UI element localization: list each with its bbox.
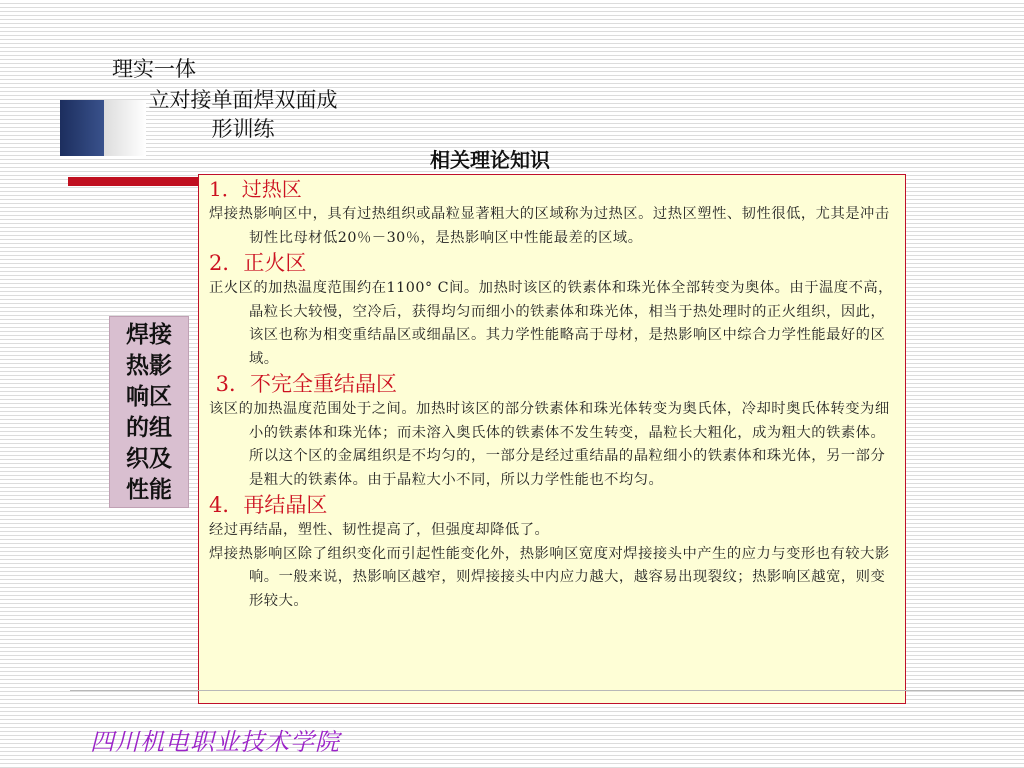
side-topic-text: 焊接热影响区的组织及性能 [126,321,172,503]
slide-subtitle: 相关理论知识 [430,148,550,172]
section-heading: 1．过热区 [209,177,302,201]
section-heading: 3．不完全重结晶区 [209,372,398,396]
section-paragraph: 焊接热影响区中，具有过热组织或晶粒显著粗大的区域称为过热区。过热区塑性、韧性很低，尤其是冲击韧性比母材低20％－30％，是热影响区中性能最差的区域。 [209,206,890,246]
section-recrystallization [209,492,895,613]
footer-divider [70,690,1024,691]
section-normalizing [209,250,895,371]
section-paragraph: 焊接热影响区除了组织变化而引起性能变化外，热影响区宽度对焊接接头中产生的应力与变形也有较大影响。一般来说，热影响区越窄，则焊接接头中内应力越大，越容易出现裂纹；热影响区越宽，则变形较大。 [209,545,890,609]
content-box [198,174,906,704]
section-paragraph: 正火区的加热温度范围约在1100° C间。加热时该区的铁素体和珠光体全部转变为奥体。由于温度不高，晶粒长大较慢，空冷后，获得均匀而细小的铁素体和珠光体，相当于热处理时的正火组织，因此，该区也称为相变重结晶区或细晶区。其力学性能略高于母材，是热影响区中综合力学性能最好的区域。 [209,280,893,367]
slide-title-line1: 理实一体 [112,57,196,81]
slide-title-line2: 立对接单面焊双面成形训练 [148,88,338,141]
section-heading: 2．正火区 [209,251,307,275]
decor-navy-block [60,100,108,156]
section-overheat [209,176,895,250]
decor-gradient-block [104,100,146,156]
decor-red-bar [68,177,198,186]
footer-institution: 四川机电职业技术学院 [90,728,340,756]
section-paragraph: 经过再结晶，塑性、韧性提高了，但强度却降低了。 [209,522,550,538]
section-partial-recrystallization [209,371,895,492]
side-topic-label [109,316,189,508]
section-paragraph: 该区的加热温度范围处于之间。加热时该区的部分铁素体和珠光体转变为奥氏体，冷却时奥氏体转变为细小的铁素体和珠光体；而未溶入奥氏体的铁素体不发生转变，晶粒长大粗化，成为粗大的铁素体。所以这个区的金属组织是不均匀的，一部分是经过重结晶的晶粒细小的铁素体和珠光体，另一部分是粗大的铁素体。由于晶粒大小不同，所以力学性能也不均匀。 [209,401,890,488]
section-heading: 4．再结晶区 [209,493,328,517]
